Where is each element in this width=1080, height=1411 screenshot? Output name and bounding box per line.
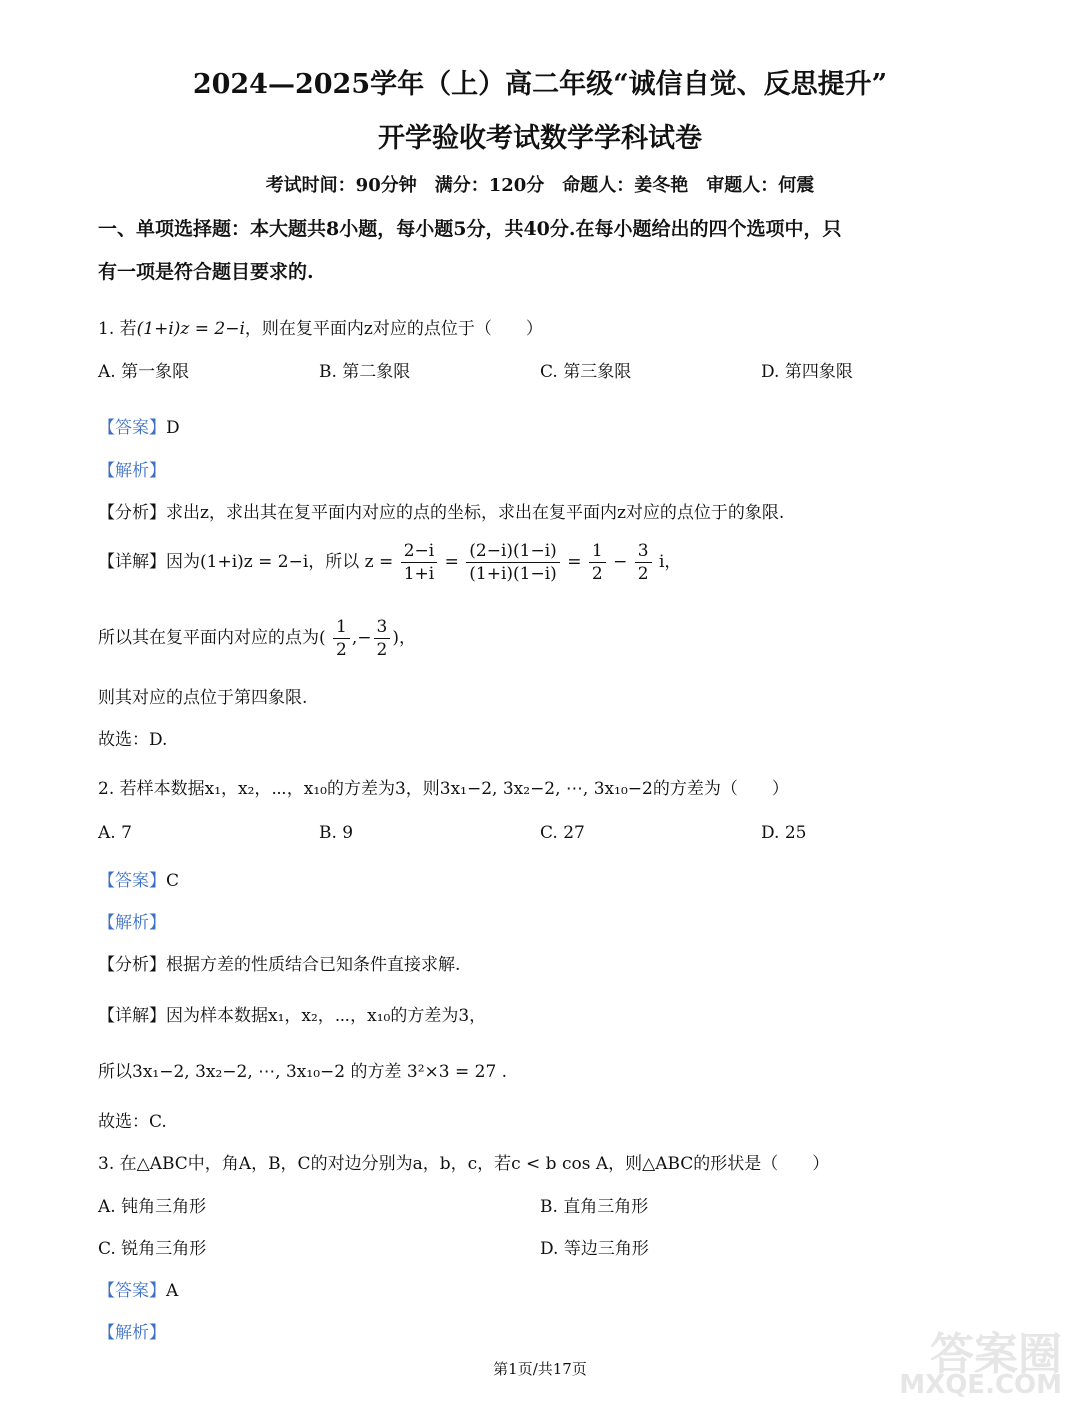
q1-option-c: C. 第三象限 xyxy=(540,362,632,382)
q2-answer xyxy=(98,866,179,891)
q1-fraction-2-den: (1+i)(1−i) xyxy=(469,564,557,584)
q2-fenxi-text: 根据方差的性质结合已知条件直接求解. xyxy=(166,955,461,975)
q1-point-fraction-2 xyxy=(374,616,391,661)
q1-fraction-1-num: 2−i xyxy=(401,540,438,563)
q1-fenxi xyxy=(98,498,784,523)
q1-fraction-4-den: 2 xyxy=(637,564,649,584)
q1-fenxi-tag: 【分析】 xyxy=(98,503,166,523)
section-heading-line1: 一、单项选择题：本大题共8小题，每小题5分，共40分.在每小题给出的四个选项中，只 xyxy=(98,218,842,240)
q1-xiangjie-end: i， xyxy=(658,552,682,572)
exam-title-line1: 2024—2025学年（上）高二年级“诚信自觉、反思提升” xyxy=(192,69,888,100)
q2-jiexi-tag: 【解析】 xyxy=(98,913,166,933)
q1-choose: 故选：D. xyxy=(98,730,168,750)
page-footer: 第1页/共17页 xyxy=(493,1360,587,1378)
q3-option-d: D. 等边三角形 xyxy=(540,1239,649,1259)
q1-equals-1: = xyxy=(444,552,459,572)
q3-option-b: B. 直角三角形 xyxy=(540,1197,649,1217)
q1-fraction-1 xyxy=(401,540,438,585)
q1-answer xyxy=(98,413,180,438)
exam-title-line2: 开学验收考试数学学科试卷 xyxy=(378,123,702,154)
q1-fraction-4 xyxy=(635,540,652,585)
q1-xiangjie-tag: 【详解】 xyxy=(98,552,166,572)
q1-option-a: A. 第一象限 xyxy=(98,362,190,382)
watermark-logo: 答案圈 xyxy=(930,1329,1062,1380)
q1-point-fraction-1 xyxy=(333,616,350,661)
q1-xiangjie-lead: 因为(1+i)z = 2−i，所以 z = xyxy=(166,552,394,572)
q2-xiangjie xyxy=(98,1001,486,1026)
q1-fenxi-text: 求出z，求出其在复平面内对应的点的坐标，求出在复平面内z对应的点位于的象限. xyxy=(166,503,785,523)
q1-answer-tag: 【答案】 xyxy=(98,418,166,438)
q1-stem-expr: (1+i)z = 2−i xyxy=(136,319,245,339)
q2-answer-tag: 【答案】 xyxy=(98,871,166,891)
watermark-url: MXQE.COM xyxy=(899,1370,1062,1400)
q3-stem: 3. 在△ABC中，角A，B，C的对边分别为a，b，c，若c < b cos A，则△ABC的形状是（ ） xyxy=(98,1154,830,1174)
q1-fraction-3 xyxy=(589,540,606,585)
q1-minus: − xyxy=(613,552,628,572)
q1-point-line xyxy=(98,616,416,661)
q1-fraction-1-den: 1+i xyxy=(403,564,435,584)
q1-point-prefix: 所以其在复平面内对应的点为 xyxy=(98,628,319,648)
q3-jiexi-tag: 【解析】 xyxy=(98,1323,166,1343)
q1-jiexi-tag: 【解析】 xyxy=(98,461,166,481)
q2-option-c: C. 27 xyxy=(540,823,585,843)
q1-option-d: D. 第四象限 xyxy=(761,362,853,382)
q3-answer-value: A xyxy=(166,1281,179,1301)
q2-xiangjie-text: 因为样本数据x₁，x₂，⋯，x₁₀的方差为3， xyxy=(166,1006,487,1026)
q2-stem: 2. 若样本数据x₁，x₂，⋯，x₁₀的方差为3，则3x₁−2, 3x₂−2, ⋯, 3x₁₀−2的方差为（ ） xyxy=(98,779,789,799)
q2-fenxi xyxy=(98,950,460,975)
q1-point-open: ( xyxy=(319,628,326,648)
q2-option-a: A. 7 xyxy=(98,823,132,843)
q1-point-comma: ,− xyxy=(351,628,372,648)
q1-fraction-2 xyxy=(466,540,560,585)
q2-fenxi-tag: 【分析】 xyxy=(98,955,166,975)
section-heading-line2: 有一项是符合题目要求的. xyxy=(98,261,314,283)
q1-point-fraction-2-den: 2 xyxy=(376,640,388,660)
q1-point-close: )， xyxy=(392,628,416,648)
q1-xiangjie xyxy=(98,540,681,585)
q1-point-fraction-1-den: 2 xyxy=(336,640,347,660)
q2-option-d: D. 25 xyxy=(761,823,807,843)
q1-fraction-3-den: 2 xyxy=(591,564,603,584)
q1-fraction-4-num: 3 xyxy=(635,540,652,563)
q2-answer-value: C xyxy=(166,871,180,891)
q1-conclusion: 则其对应的点位于第四象限. xyxy=(98,688,308,708)
q1-answer-value: D xyxy=(166,418,180,438)
q3-answer xyxy=(98,1276,178,1301)
q1-equals-2: = xyxy=(567,552,582,572)
q2-choose: 故选：C. xyxy=(98,1112,167,1132)
q3-option-c: C. 锐角三角形 xyxy=(98,1239,207,1259)
exam-meta: 考试时间：90分钟 满分：120分 命题人：姜冬艳 审题人：何震 xyxy=(265,175,815,196)
q2-variance-line: 所以3x₁−2, 3x₂−2, ⋯, 3x₁₀−2 的方差 3²×3 = 27 . xyxy=(98,1062,508,1082)
q1-point-fraction-2-num: 3 xyxy=(374,616,391,639)
q1-stem xyxy=(98,314,543,339)
q2-option-b: B. 9 xyxy=(319,823,354,843)
q1-fraction-3-num: 1 xyxy=(589,540,606,563)
q1-option-b: B. 第二象限 xyxy=(319,362,411,382)
q1-stem-suffix: ，则在复平面内z对应的点位于（ ） xyxy=(244,319,543,339)
q3-answer-tag: 【答案】 xyxy=(98,1281,166,1301)
q1-point-fraction-1-num: 1 xyxy=(333,616,350,639)
q3-option-a: A. 钝角三角形 xyxy=(98,1197,207,1217)
q1-stem-prefix: 1. 若 xyxy=(98,319,137,339)
q2-xiangjie-tag: 【详解】 xyxy=(98,1006,166,1026)
q1-fraction-2-num: (2−i)(1−i) xyxy=(466,540,560,563)
